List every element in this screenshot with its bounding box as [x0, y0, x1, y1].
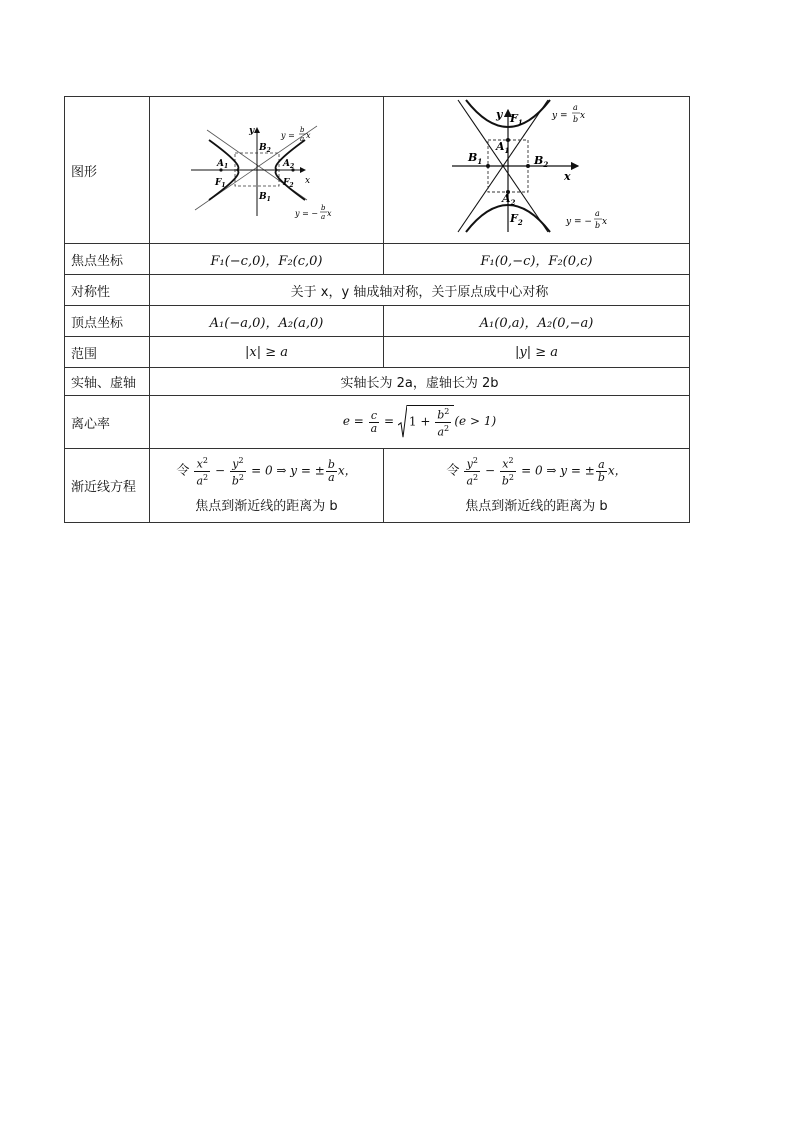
- row-vertices: [65, 306, 690, 337]
- row-symmetry: [65, 275, 690, 306]
- svg-text:x: x: [579, 111, 585, 121]
- row-range: [65, 337, 690, 368]
- graph-horizontal-cell: [150, 97, 384, 244]
- label-eccentricity: 离心率: [65, 396, 150, 449]
- graph-vertical-cell: [384, 97, 690, 244]
- svg-text:b: b: [320, 204, 325, 212]
- svg-text:x: x: [326, 209, 332, 218]
- svg-text:A2: $A_2$: [501, 192, 515, 207]
- svg-text:F1: $F_1$: [214, 178, 226, 189]
- row-graph: [65, 97, 690, 244]
- label-vertices: 顶点坐标: [65, 306, 150, 337]
- svg-text:F2: $F_2$: [282, 178, 294, 189]
- svg-text:y = −: y = −: [294, 209, 318, 218]
- svg-text:F2: $F_2$: [509, 212, 523, 227]
- svg-text:B1: $B_1$: [258, 192, 271, 203]
- symmetry-text: 关于 x，y 轴成轴对称，关于原点成中心对称: [150, 275, 690, 306]
- svg-text:a: a: [320, 213, 325, 221]
- svg-text:A2: $A_2$: [282, 159, 294, 170]
- svg-text:b: b: [572, 115, 578, 124]
- label-axes: 实轴、虚轴: [65, 368, 150, 396]
- label-graph: 图形: [65, 97, 150, 244]
- range-horizontal: |x| ≥ a: [150, 337, 384, 368]
- svg-text:B2: $B_2$: [258, 143, 271, 154]
- svg-text:y =: y =: [280, 131, 295, 140]
- row-axes: [65, 368, 690, 396]
- svg-text:y: y: [248, 126, 254, 136]
- graph-vertical-hyperbola: [452, 98, 622, 238]
- svg-text:y: y: [495, 108, 502, 121]
- vertices-vertical: A₁(0,a)，A₂(0,−a): [384, 306, 690, 337]
- eccentricity-formula: e = $\frac{c}{a}$ = 1 + $\frac{b^2}{a^2}$ (e > 1): [150, 396, 690, 449]
- svg-text:a: a: [299, 135, 304, 143]
- label-symmetry: 对称性: [65, 275, 150, 306]
- graph-horizontal-hyperbola: [187, 108, 347, 228]
- axes-text: 实轴长为 2a，虚轴长为 2b: [150, 368, 690, 396]
- foci-horizontal: F₁(−c,0)，F₂(c,0): [150, 244, 384, 275]
- svg-text:y = −: y = −: [565, 217, 592, 227]
- distance-note-vertical: 焦点到渐近线的距离为 b: [465, 499, 608, 515]
- svg-text:B1: $B_1$: [467, 151, 482, 166]
- svg-text:B2: $B_2$: [533, 154, 548, 169]
- vertices-horizontal: A₁(−a,0)，A₂(a,0): [150, 306, 384, 337]
- label-asymptote: 渐近线方程: [65, 449, 150, 523]
- row-eccentricity: [65, 396, 690, 449]
- label-range: 范围: [65, 337, 150, 368]
- label-foci: 焦点坐标: [65, 244, 150, 275]
- asymptote-vertical: 令 $\frac{y^2}{a^2}$ − $\frac{x^2}{b^2}$ = 0 ⇒ y = ± $\frac{a}{b}$ x， 焦点到渐近线的距离为 b: [384, 449, 690, 523]
- svg-text:b: b: [299, 126, 304, 134]
- svg-text:x: x: [304, 176, 310, 186]
- row-foci: [65, 244, 690, 275]
- distance-note-horizontal: 焦点到渐近线的距离为 b: [195, 499, 338, 515]
- svg-text:b: b: [594, 221, 600, 230]
- svg-text:a: a: [572, 103, 578, 112]
- row-asymptote: [65, 449, 690, 523]
- svg-text:a: a: [594, 209, 600, 218]
- svg-text:A1: $A_1$: [495, 140, 509, 155]
- svg-text:x: x: [563, 170, 571, 183]
- range-vertical: |y| ≥ a: [384, 337, 690, 368]
- svg-text:F1: $F_1$: [509, 112, 523, 127]
- asymptote-horizontal: 令 $\frac{x^2}{a^2}$ − $\frac{y^2}{b^2}$ = 0 ⇒ y = ± $\frac{b}{a}$ x， 焦点到渐近线的距离为 b: [150, 449, 384, 523]
- hyperbola-properties-table: [64, 96, 690, 523]
- svg-text:y =: y =: [551, 111, 567, 121]
- svg-text:x: x: [305, 131, 311, 140]
- foci-vertical: F₁(0,−c)，F₂(0,c): [384, 244, 690, 275]
- svg-text:A1: $A_1$: [216, 159, 228, 170]
- svg-text:x: x: [601, 217, 607, 227]
